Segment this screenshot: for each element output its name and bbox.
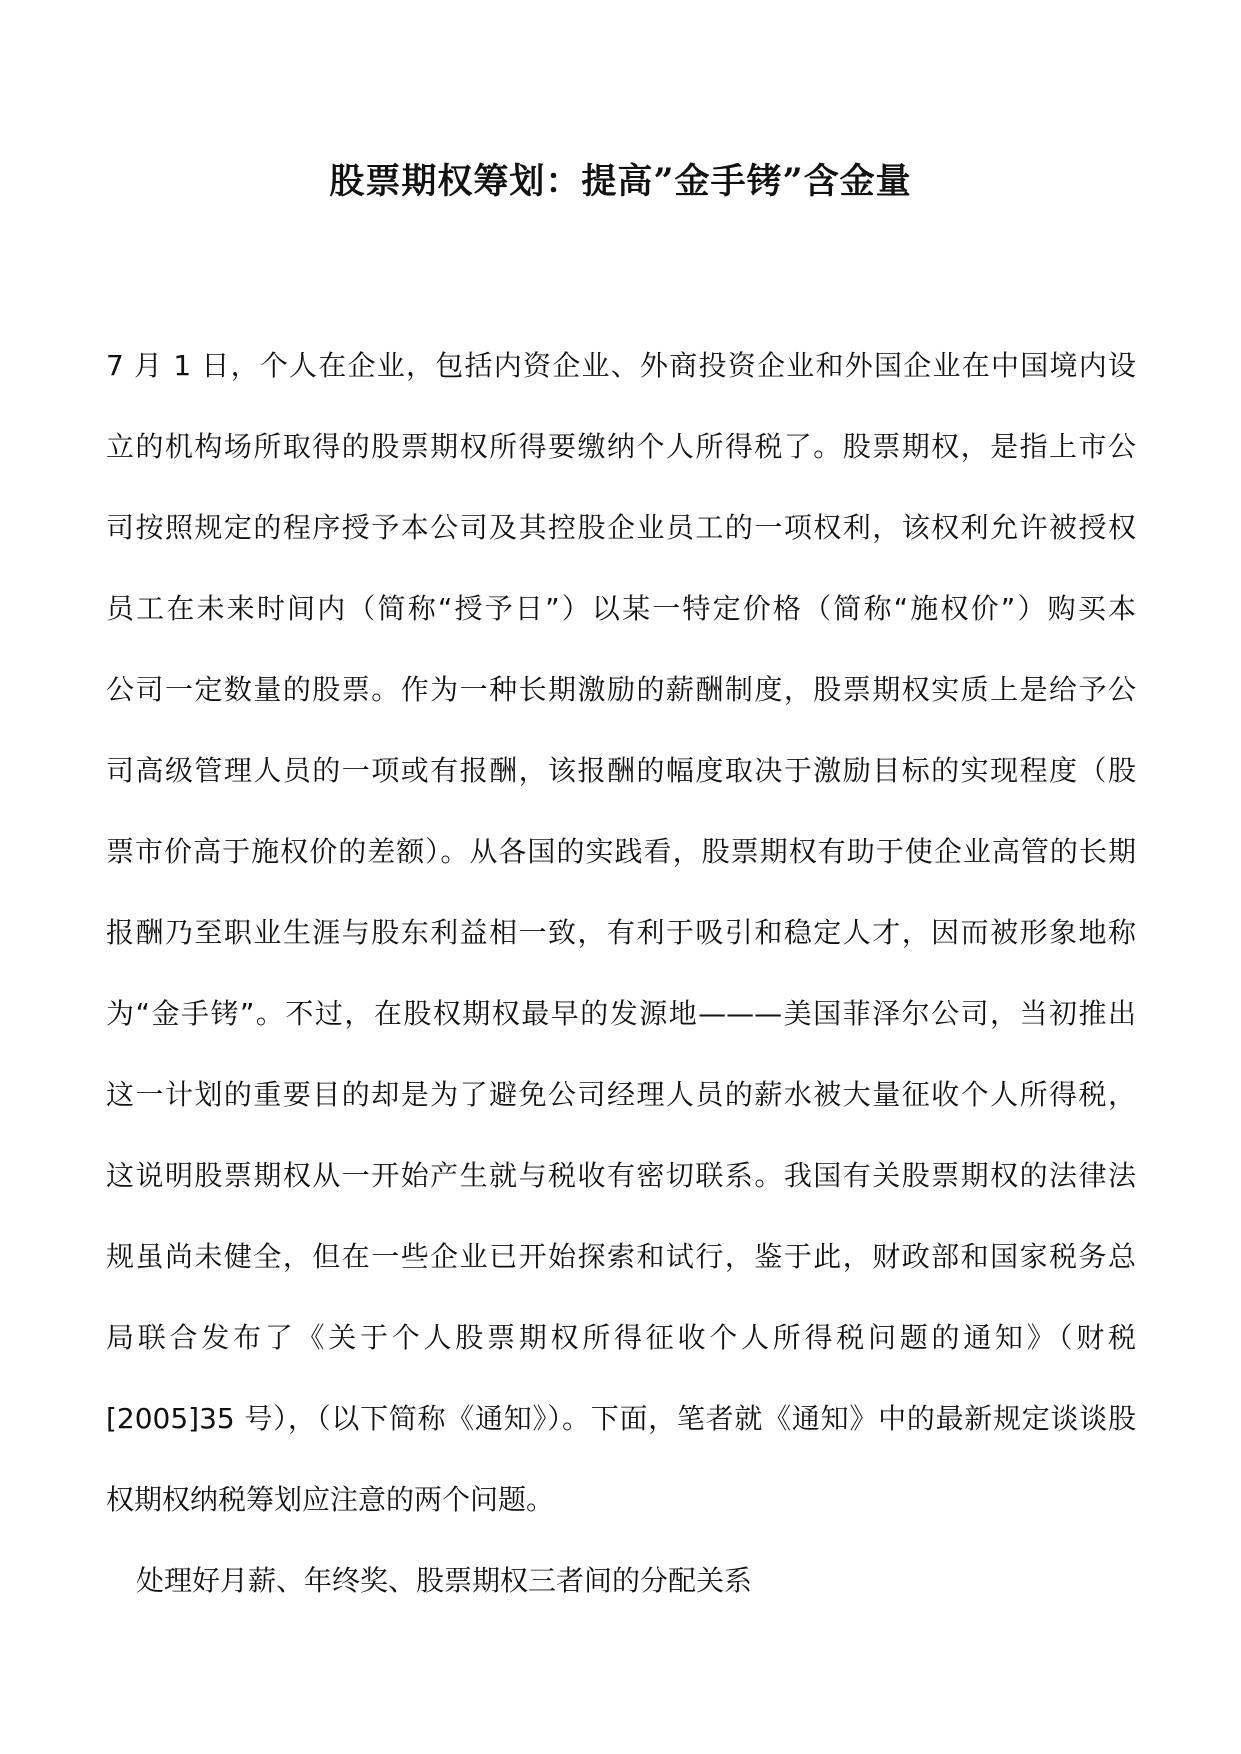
paragraph-line: 司高级管理人员的一项或有报酬，该报酬的幅度取决于激励目标的实现程度（股 [106, 754, 1136, 787]
paragraph-line: 7 月 1 日，个人在企业，包括内资企业、外商投资企业和外国企业在中国境内设 [106, 349, 1136, 382]
body-paragraph [106, 346, 1136, 1561]
paragraph-line: 员工在未来时间内（简称“授予日”）以某一特定价格（简称“施权价”）购买本 [106, 592, 1136, 625]
paragraph-line: [2005]35 号），（以下简称《通知》）。下面，笔者就《通知》中的最新规定谈谈股 [106, 1402, 1136, 1435]
paragraph-line: 权期权纳税筹划应注意的两个问题。 [106, 1483, 555, 1516]
paragraph-line: 局联合发布了《关于个人股票期权所得征收个人所得税问题的通知》（财税 [106, 1321, 1136, 1354]
paragraph-line: 公司一定数量的股票。作为一种长期激励的薪酬制度，股票期权实质上是给予公 [106, 673, 1136, 706]
paragraph-line: 立的机构场所取得的股票期权所得要缴纳个人所得税了。股票期权，是指上市公 [106, 430, 1136, 463]
paragraph-line: 司按照规定的程序授予本公司及其控股企业员工的一项权利，该权利允许被授权 [106, 511, 1136, 544]
paragraph-line: 规虽尚未健全，但在一些企业已开始探索和试行，鉴于此，财政部和国家税务总 [106, 1240, 1136, 1273]
paragraph-line: 为“金手铐”。不过，在股权期权最早的发源地———美国菲泽尔公司，当初推出 [106, 997, 1136, 1030]
paragraph-line: 报酬乃至职业生涯与股东利益相一致，有利于吸引和稳定人才，因而被形象地称 [106, 916, 1136, 949]
section-subheading: 处理好月薪、年终奖、股票期权三者间的分配关系 [136, 1564, 753, 1597]
paragraph-line: 这一计划的重要目的却是为了避免公司经理人员的薪水被大量征收个人所得税， [106, 1078, 1136, 1111]
paragraph-line: 这说明股票期权从一开始产生就与税收有密切联系。我国有关股票期权的法律法 [106, 1159, 1136, 1192]
document-title: 股票期权筹划：提高”金手铐”含金量 [329, 161, 912, 202]
paragraph-line: 票市价高于施权价的差额）。从各国的实践看，股票期权有助于使企业高管的长期 [106, 835, 1136, 868]
